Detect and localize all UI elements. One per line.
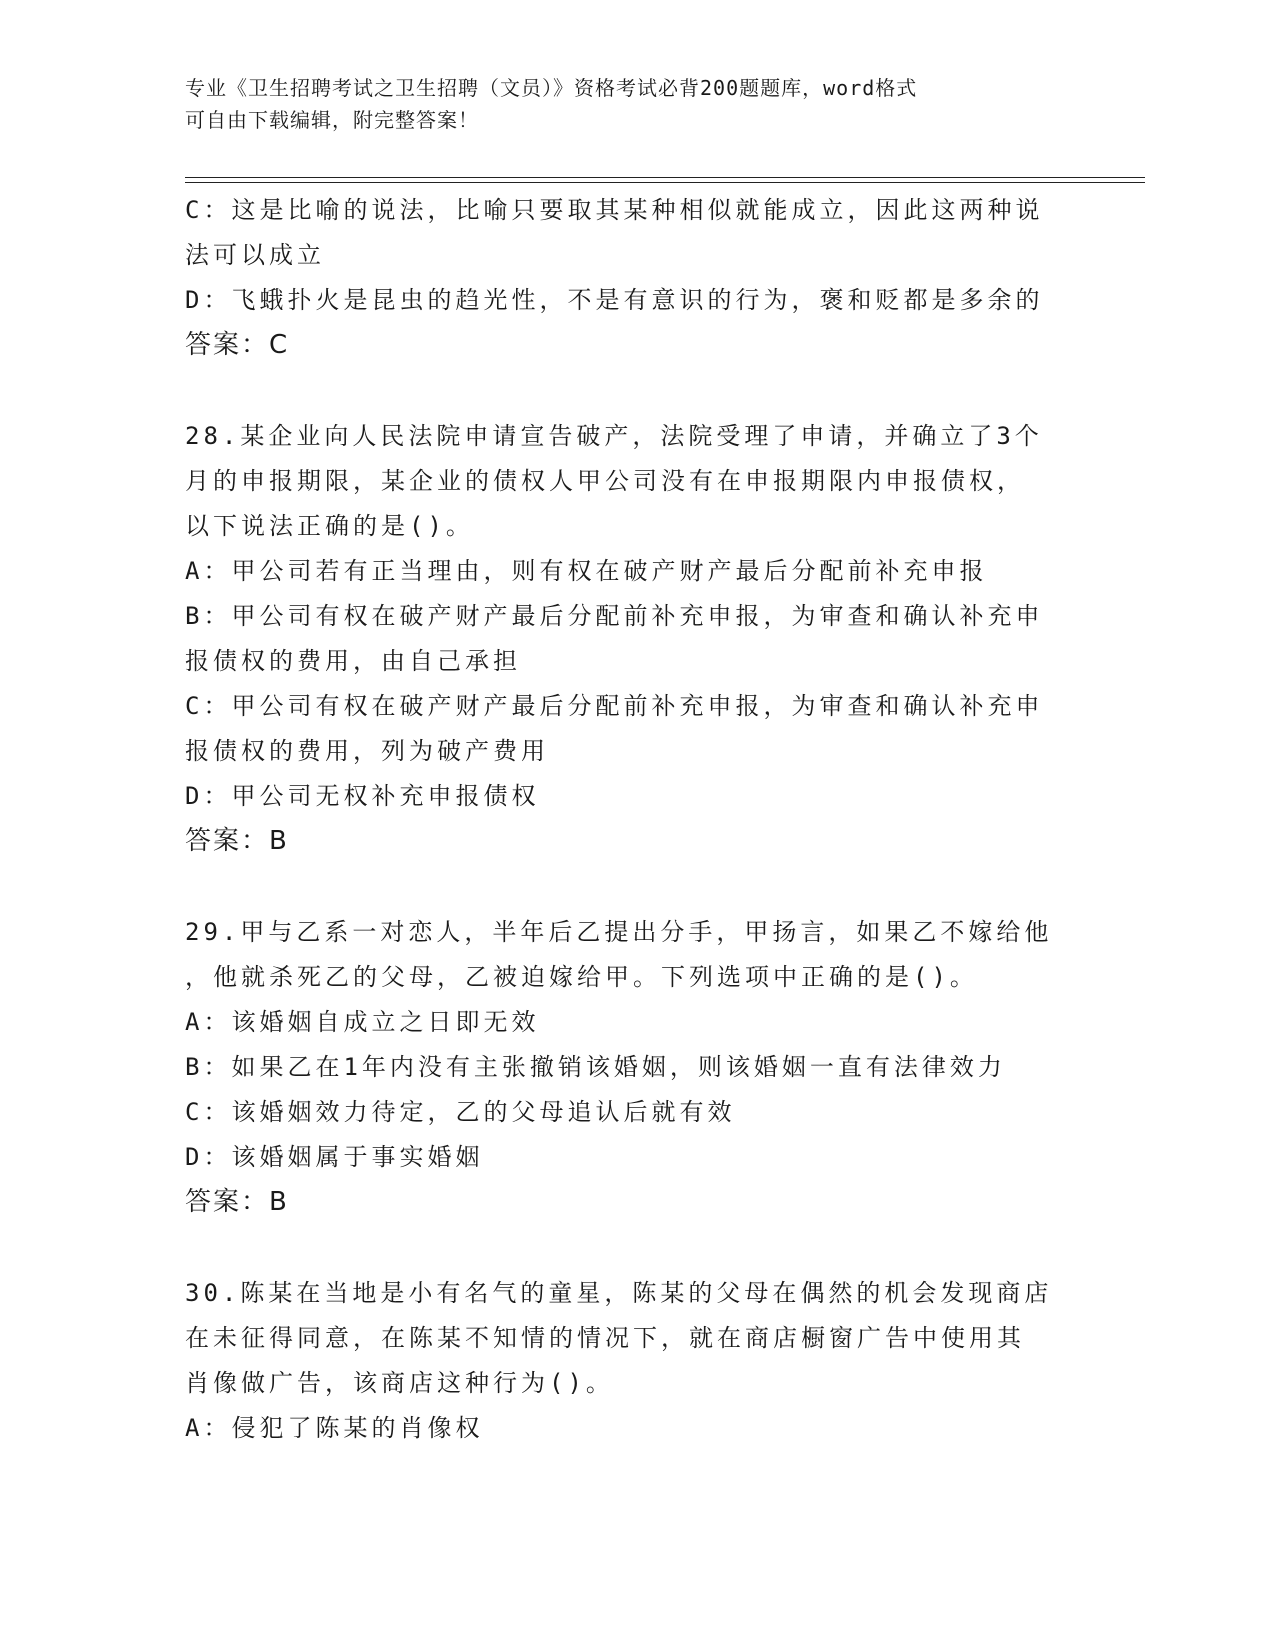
header-divider-bottom	[185, 182, 1145, 183]
option-d	[185, 278, 1065, 323]
option-line: A：该婚姻自成立之日即无效	[185, 1008, 540, 1036]
question-stem-line: 30.陈某在当地是小有名气的童星，陈某的父母在偶然的机会发现商店	[185, 1279, 1053, 1307]
option-a	[185, 1000, 1065, 1045]
option-c	[185, 684, 1065, 774]
question-stem-line: 以下说法正确的是()。	[185, 512, 474, 540]
option-line: C：这是比喻的说法，比喻只要取其某种相似就能成立，因此这两种说	[185, 196, 1044, 224]
question-stem-line: 月的申报期限，某企业的债权人甲公司没有在申报期限内申报债权，	[185, 467, 1025, 495]
option-line: D：飞蛾扑火是昆虫的趋光性，不是有意识的行为，褒和贬都是多余的	[185, 286, 1044, 314]
question-29	[185, 910, 1065, 1225]
option-b	[185, 594, 1065, 684]
question-stem-line: 肖像做广告，该商店这种行为()。	[185, 1369, 614, 1397]
option-line: A：甲公司若有正当理由，则有权在破产财产最后分配前补充申报	[185, 557, 988, 585]
option-d	[185, 774, 1065, 819]
document-body	[185, 188, 1065, 1451]
option-line: C：该婚姻效力待定，乙的父母追认后就有效	[185, 1098, 736, 1126]
option-c	[185, 188, 1065, 278]
document-header	[185, 72, 1065, 136]
option-line: B：甲公司有权在破产财产最后分配前补充申报，为审查和确认补充申	[185, 602, 1044, 630]
option-line: D：该婚姻属于事实婚姻	[185, 1143, 484, 1171]
question-stem-line: 29.甲与乙系一对恋人，半年后乙提出分手，甲扬言，如果乙不嫁给他	[185, 918, 1053, 946]
option-a	[185, 549, 1065, 594]
question-stem-line: ，他就杀死乙的父母，乙被迫嫁给甲。下列选项中正确的是()。	[185, 963, 978, 991]
option-b	[185, 1045, 1065, 1090]
question-28	[185, 414, 1065, 864]
header-divider-top	[185, 177, 1145, 178]
answer-line: 答案：B	[185, 1187, 289, 1217]
option-line: A：侵犯了陈某的肖像权	[185, 1414, 484, 1442]
question-stem-line: 在未征得同意，在陈某不知情的情况下，就在商店橱窗广告中使用其	[185, 1324, 1025, 1352]
option-line: 报债权的费用，由自己承担	[185, 647, 521, 675]
option-line: D：甲公司无权补充申报债权	[185, 782, 540, 810]
question-30	[185, 1271, 1065, 1451]
option-c	[185, 1090, 1065, 1135]
answer-line: 答案：B	[185, 826, 289, 856]
option-a	[185, 1406, 1065, 1451]
option-line: B：如果乙在1年内没有主张撤销该婚姻，则该婚姻一直有法律效力	[185, 1053, 1006, 1081]
option-line: 法可以成立	[185, 241, 325, 269]
option-line: 报债权的费用，列为破产费用	[185, 737, 549, 765]
previous-question-continuation	[185, 188, 1065, 368]
header-title-line-2: 可自由下载编辑，附完整答案！	[185, 108, 479, 132]
question-stem-line: 28.某企业向人民法院申请宣告破产，法院受理了申请，并确立了3个	[185, 422, 1043, 450]
option-d	[185, 1135, 1065, 1180]
header-title-line-1: 专业《卫生招聘考试之卫生招聘（文员）》资格考试必背200题题库，word格式	[185, 76, 918, 100]
answer-line: 答案：C	[185, 330, 290, 360]
option-line: C：甲公司有权在破产财产最后分配前补充申报，为审查和确认补充申	[185, 692, 1044, 720]
